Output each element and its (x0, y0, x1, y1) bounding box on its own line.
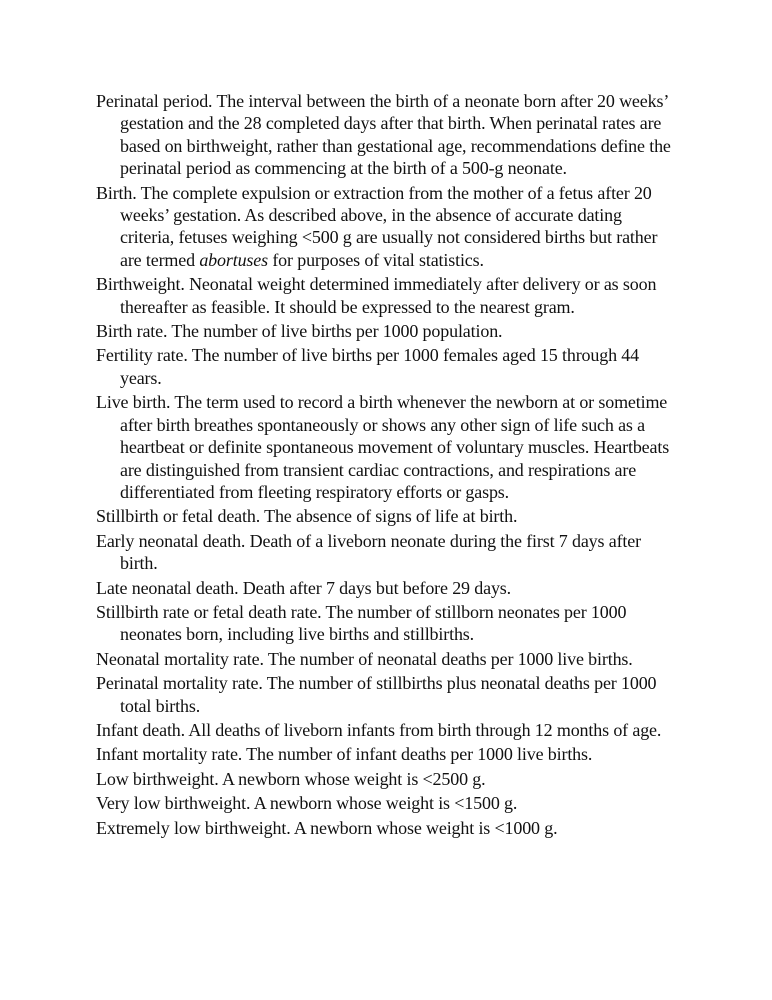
definition-early-neonatal-death (96, 530, 680, 575)
definition-term: Early neonatal death. (96, 530, 246, 551)
definition-text: The number of infant deaths per 1000 live births. (246, 744, 593, 765)
definition-text: A newborn whose weight is <1000 g. (293, 817, 558, 838)
definition-text: Neonatal weight determined immediately after delivery or as soon thereafter as feasible. It should be expressed to the nearest gram. (120, 274, 657, 317)
definition-term: Late neonatal death. (96, 577, 239, 598)
definition-text: The number of live births per 1000 population. (171, 321, 503, 342)
definition-birth-rate (96, 320, 680, 342)
definitions-list (96, 90, 680, 841)
definition-late-neonatal-death (96, 577, 680, 599)
definition-term: Perinatal period. (96, 91, 213, 111)
definition-term: Perinatal mortality rate. (96, 673, 263, 694)
definition-infant-mortality-rate (96, 743, 680, 765)
definition-term: Stillbirth or fetal death. (96, 506, 261, 527)
definition-live-birth (96, 391, 680, 503)
definition-birth (96, 182, 680, 272)
definition-term: Birth rate. (96, 321, 168, 342)
definition-very-low-birthweight (96, 792, 680, 814)
definition-text: A newborn whose weight is <2500 g. (221, 768, 486, 789)
definition-text: Death of a liveborn neonate during the first 7 days after birth. (120, 530, 641, 574)
definition-text: The number of stillborn neonates per 1000 neonates born, including live births and stillbirths. (120, 601, 627, 645)
definition-term: Fertility rate. (96, 345, 188, 366)
definition-term: Neonatal mortality rate. (96, 648, 264, 669)
definition-term: Low birthweight. (96, 768, 219, 789)
definition-text: The number of live births per 1000 females aged 15 through 44 years. (120, 345, 639, 388)
definition-fertility-rate (96, 344, 680, 389)
definition-term: Extremely low birthweight. (96, 817, 291, 838)
definition-text-continued: for purposes of vital statistics. (272, 249, 484, 270)
definition-perinatal-period (96, 90, 680, 180)
definition-text: The number of stillbirths plus neonatal deaths per 1000 total births. (120, 673, 657, 716)
definition-term: Live birth. (96, 392, 171, 413)
definition-term: Stillbirth rate or fetal death rate. (96, 601, 322, 622)
definition-extremely-low-birthweight (96, 817, 680, 839)
italic-term: abortuses (199, 249, 268, 270)
definition-term: Infant death. (96, 719, 186, 740)
definition-text: The complete expulsion or extraction from the mother of a fetus after 20 weeks’ gestation. As described above, in the absence of accurate dating criteria, fetuses weighing <500 g are usually not considered births but rather are termed (120, 182, 658, 270)
definition-text: A newborn whose weight is <1500 g. (253, 793, 518, 814)
definition-text: All deaths of liveborn infants from birth through 12 months of age. (188, 719, 662, 740)
definition-infant-death (96, 719, 680, 741)
definition-text: Death after 7 days but before 29 days. (242, 577, 511, 598)
definition-text: The term used to record a birth whenever the newborn at or sometime after birth breathes spontaneously or shows any other sign of life such as a heartbeat or definite spontaneous movement of voluntary muscles. Heartbeats are distinguished from transient cardiac contractions, and respirations are differentiated from fleeting respiratory efforts or gasps. (120, 392, 670, 502)
definition-perinatal-mortality-rate (96, 672, 680, 717)
definition-stillbirth (96, 505, 680, 527)
definition-term: Infant mortality rate. (96, 744, 243, 765)
definition-neonatal-mortality-rate (96, 648, 680, 670)
definition-text: The interval between the birth of a neonate born after 20 weeks’ gestation and the 28 completed days after that birth. When perinatal rates are based on birthweight, rather than gestational age, recommendations define the perinatal period as commencing at the birth of a 500-g neonate. (120, 91, 671, 179)
definition-text: The absence of signs of life at birth. (264, 506, 518, 527)
definition-term: Birth. (96, 182, 137, 203)
definition-stillbirth-rate (96, 601, 680, 646)
definition-text: The number of neonatal deaths per 1000 live births. (267, 648, 633, 669)
definition-low-birthweight (96, 768, 680, 790)
definition-term: Very low birthweight. (96, 793, 251, 814)
definition-birthweight (96, 273, 680, 318)
definition-term: Birthweight. (96, 274, 185, 295)
